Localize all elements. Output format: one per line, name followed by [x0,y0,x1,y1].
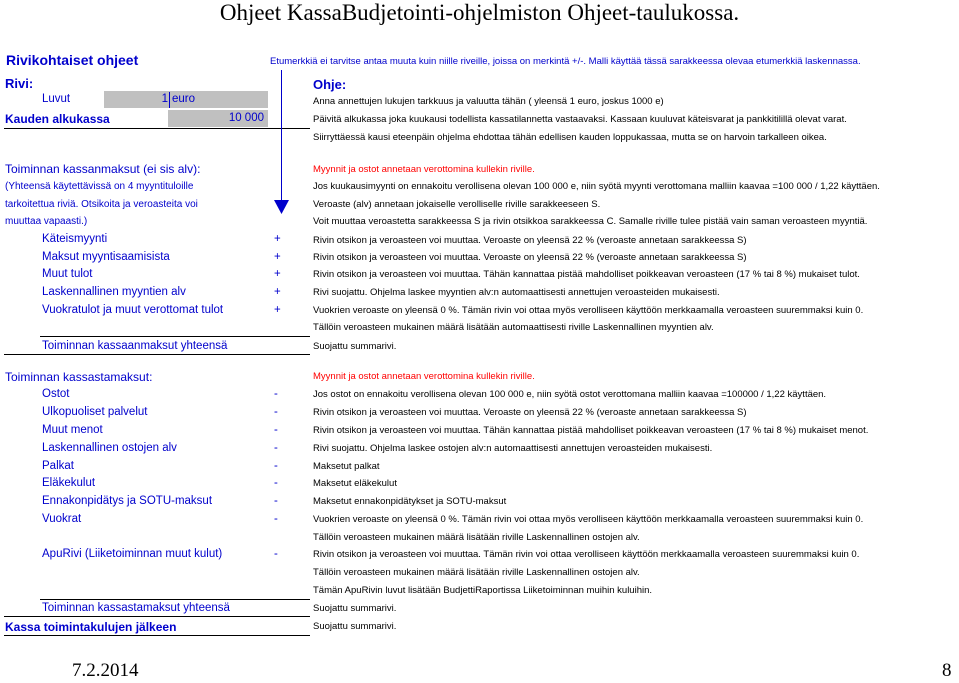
help-line: Rivin otsikon ja veroasteen voi muuttaa. Tähän kannattaa pistää mahdolliset poikkeavan veroasteen (17 % tai 8 %) mukaiset menot. [313,425,869,436]
outflow-total: Toiminnan kassastamaksut yhteensä [42,602,230,614]
outflow-item-label: Vuokrat [42,513,82,525]
apurivi-label: ApuRivi (Liiketoiminnan muut kulut) [42,548,223,560]
inflow-note: (Yhteensä käytettävissä on 4 myyntituloille [5,181,194,192]
total-underline [4,354,310,355]
cell-divider [169,92,170,108]
help-line: Anna annettujen lukujen tarkkuus ja valuutta tähän ( yleensä 1 euro, joskus 1000 e) [313,96,664,107]
outflow-item-label: Muut menot [42,424,103,436]
outflow-item-label: Ennakonpidätys ja SOTU-maksut [42,495,213,507]
rivi-label: Rivi: [5,76,34,91]
inflow-item-label: Maksut myyntisaamisista [42,251,170,263]
inflow-header: Toiminnan kassanmaksut (ei sis alv): [5,162,201,176]
outflow-item-sign: - [274,388,278,400]
outflow-item-sign: - [274,513,278,525]
inflow-total: Toiminnan kassaanmaksut yhteensä [42,340,228,352]
inflow-note: tarkoitettua riviä. Otsikoita ja veroasteita voi [5,199,198,210]
help-line: Suojattu summarivi. [313,621,397,632]
total-overline [40,336,310,337]
apurivi-sign: - [274,548,278,560]
help-line: Jos ostot on ennakoitu verollisena olevan 100 000 e, niin syötä ostot verottomana malliin kaavaa =100000 / 1,22 käyttäen. [313,389,827,400]
outflow-item-label: Ostot [42,388,70,400]
luvut-unit: euro [172,93,196,105]
inflow-item-sign: + [274,286,281,298]
inflow-item-sign: + [274,251,281,263]
inflow-item-sign: + [274,233,281,245]
help-line: Vuokrien veroaste on yleensä 0 %. Tämän rivin voi ottaa myös verolliseen käyttöön merkkaamalla veroasteen suuremmaksi kuin 0. [313,305,864,316]
total-underline [4,616,310,617]
outflow-item-sign: - [274,442,278,454]
help-line: Maksetut eläkekulut [313,478,397,489]
outflow-item-sign: - [274,495,278,507]
inflow-item-sign: + [274,268,281,280]
help-line: Maksetut ennakonpidätykset ja SOTU-maksut [313,496,507,507]
help-line: Tällöin veroasteen mukainen määrä lisätään riville Laskennallinen ostojen alv. [313,532,640,543]
end-underline [4,635,310,636]
help-line: Tällöin veroasteen mukainen määrä lisätään riville Laskennallinen ostojen alv. [313,567,640,578]
help-line: Voit muuttaa veroastetta sarakkeessa S ja rivin otsikkoa sarakkeessa C. Samalle riville tulee pistää vain saman veroasteen myyntiä. [313,216,868,227]
inflow-item-label: Muut tulot [42,268,93,280]
help-line: Tällöin veroasteen mukainen määrä lisätään automaattisesti riville Laskennallinen myyntien alv. [313,322,714,333]
inflow-item-label: Käteismyynti [42,233,108,245]
help-line: Rivin otsikon ja veroasteen voi muuttaa. Tähän kannattaa pistää mahdolliset poikkeavan veroasteen (17 % tai 8 %) mukaiset tulot. [313,269,860,280]
ohje-label: Ohje: [313,77,347,92]
help-line: Veroaste (alv) annetaan jokaiselle verolliselle riville sarakkeeseen S. [313,199,601,210]
help-line: Jos kuukausimyynti on ennakoitu verollisena olevan 100 000 e, niin syötä myynti verottomana malliin kaavaa =100 000 / 1,22 käyttäen. [313,181,880,192]
total-overline [40,599,310,600]
outflow-item-label: Palkat [42,460,74,472]
end-cash-label: Kassa toimintakulujen jälkeen [5,620,177,634]
outflow-item-sign: - [274,406,278,418]
footer-date: 7.2.2014 [72,660,139,681]
outflow-item-label: Ulkopuoliset palvelut [42,406,148,418]
help-line: Myynnit ja ostot annetaan verottomina kullekin riville. [313,371,535,382]
help-line: Vuokrien veroaste on yleensä 0 %. Tämän rivin voi ottaa myös verolliseen käyttöön merkkaamalla veroasteen suuremmaksi kuin 0. [313,514,864,525]
kauden-value[interactable]: 10 000 [228,112,264,124]
inflow-note: muuttaa vapaasti.) [5,216,88,227]
help-line: Siirryttäessä kausi eteenpäin ohjelma ehdottaa tähän edellisen kauden loppukassaa, mutta se on harvoin tarkalleen oikea. [313,132,827,143]
inflow-item-label: Laskennallinen myyntien alv [42,286,186,298]
arrow-shaft [281,70,282,204]
help-line: Maksetut palkat [313,461,380,472]
help-line: Rivin otsikon ja veroasteen voi muuttaa. Veroaste on yleensä 22 % (veroaste annetaan sarakkeessa S) [313,252,747,263]
page-number: 8 [942,660,952,681]
row-underline [4,128,310,129]
outflow-item-sign: - [274,477,278,489]
inflow-item-sign: + [274,304,281,316]
luvut-value[interactable]: 1 [161,93,168,105]
kauden-label: Kauden alkukassa [5,112,110,126]
help-line: Myynnit ja ostot annetaan verottomina kullekin riville. [313,164,535,175]
inflow-item-label: Vuokratulot ja muut verottomat tulot [42,304,224,316]
help-line: Rivi suojattu. Ohjelma laskee ostojen alv:n automaattisesti annettujen veroasteiden mukaisesti. [313,443,713,454]
top-note: Etumerkkiä ei tarvitse antaa muuta kuin niille riveille, joissa on merkintä +/-. Malli käyttää tässä sarakkeessa olevaa etumerkkiä laskennassa. [270,56,861,67]
outflow-item-sign: - [274,424,278,436]
outflow-item-label: Laskennallinen ostojen alv [42,442,177,454]
help-line: Suojattu summarivi. [313,603,397,614]
section-header: Rivikohtaiset ohjeet [6,52,139,68]
help-line: Rivin otsikon ja veroasteen voi muuttaa. Tämän rivin voi ottaa verolliseen käyttöön merkkaamalla veroasteen suuremmaksi kuin 0. [313,549,860,560]
help-line: Suojattu summarivi. [313,341,397,352]
luvut-label: Luvut [42,93,71,105]
help-line: Päivitä alkukassa joka kuukausi todellista kassatilannetta vastaavaksi. Kassaan kuuluvat käteisvarat ja pankkitilillä olevat varat. [313,114,847,125]
slide-title: Ohjeet KassaBudjetointi-ohjelmiston Ohjeet-taulukossa. [219,0,740,25]
outflow-item-sign: - [274,460,278,472]
help-line: Rivi suojattu. Ohjelma laskee myyntien alv:n automaattisesti annettujen veroasteiden mukaisesti. [313,287,720,298]
arrow-down-icon [274,200,289,214]
help-line: Rivin otsikon ja veroasteen voi muuttaa. Veroaste on yleensä 22 % (veroaste annetaan sarakkeessa S) [313,235,747,246]
outflow-item-label: Eläkekulut [42,477,96,489]
help-line: Tämän ApuRivin luvut lisätään BudjettiRaportissa Liiketoiminnan muihin kuluihin. [313,585,653,596]
outflow-header: Toiminnan kassastamaksut: [5,370,153,384]
help-line: Rivin otsikon ja veroasteen voi muuttaa. Veroaste on yleensä 22 % (veroaste annetaan sarakkeessa S) [313,407,747,418]
